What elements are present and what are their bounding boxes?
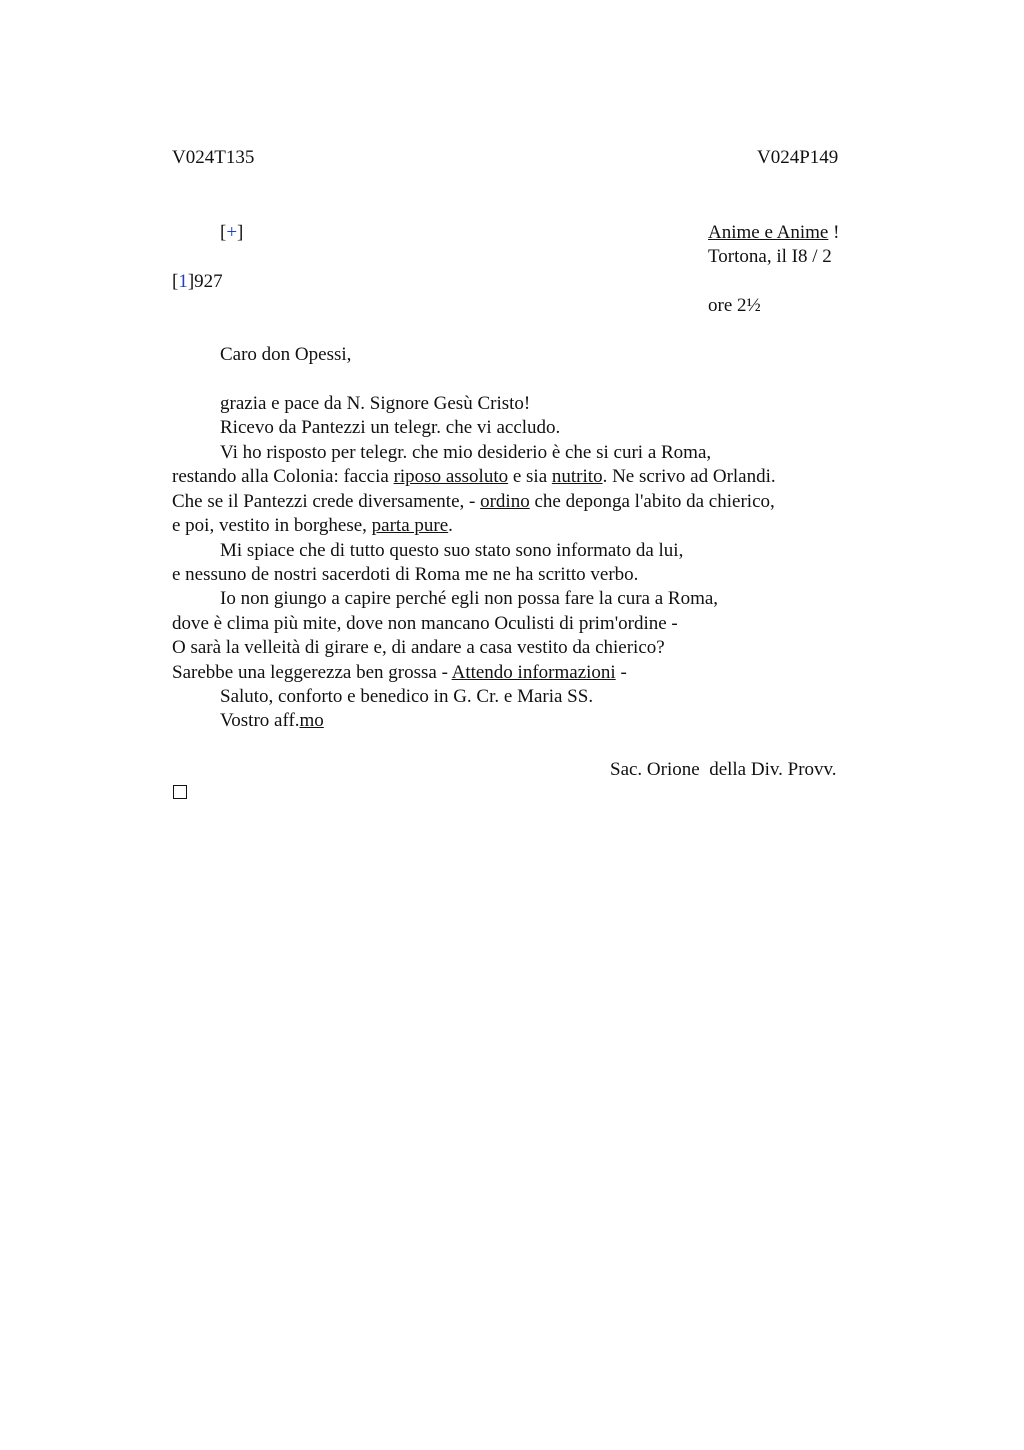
body-line-13: Saluto, conforto e benedico in G. Cr. e Maria SS. (220, 686, 594, 707)
document-code-right: V024P149 (757, 147, 839, 168)
closing: Vostro aff.mo (220, 710, 324, 731)
body-line-8: e nessuno de nostri sacerdoti di Roma me ne ha scritto verbo. (172, 564, 639, 585)
body-line-4: restando alla Colonia: faccia riposo assoluto e sia nutrito. Ne scrivo ad Orlandi. (172, 466, 776, 487)
signature: Sac. Orione della Div. Provv. (610, 759, 837, 780)
body-line-3: Vi ho risposto per telegr. che mio desiderio è che si curi a Roma, (220, 442, 712, 463)
end-marker-box (173, 785, 187, 799)
body-line-1: grazia e pace da N. Signore Gesù Cristo! (220, 393, 531, 414)
motto: Anime e Anime ! (708, 222, 840, 243)
body-line-10: dove è clima più mite, dove non mancano Oculisti di prim'ordine - (172, 613, 678, 634)
body-line-7: Mi spiace che di tutto questo suo stato sono informato da lui, (220, 540, 684, 561)
body-line-6: e poi, vestito in borghese, parta pure. (172, 515, 453, 536)
body-line-5: Che se il Pantezzi crede diversamente, - ordino che deponga l'abito da chierico, (172, 491, 775, 512)
place-date: Tortona, il I8 / 2 (708, 246, 832, 267)
time: ore 2½ (708, 295, 761, 316)
document-code-left: V024T135 (172, 147, 255, 168)
year: [1]927 (172, 271, 223, 292)
body-line-9: Io non giungo a capire perché egli non possa fare la cura a Roma, (220, 588, 719, 609)
body-line-11: O sarà la velleità di girare e, di andare a casa vestito da chierico? (172, 637, 665, 658)
body-line-12: Sarebbe una leggerezza ben grossa - Attendo informazioni - (172, 662, 627, 683)
salutation: Caro don Opessi, (220, 344, 352, 365)
body-line-2: Ricevo da Pantezzi un telegr. che vi accludo. (220, 417, 561, 438)
cross-mark: [+] (220, 222, 244, 243)
